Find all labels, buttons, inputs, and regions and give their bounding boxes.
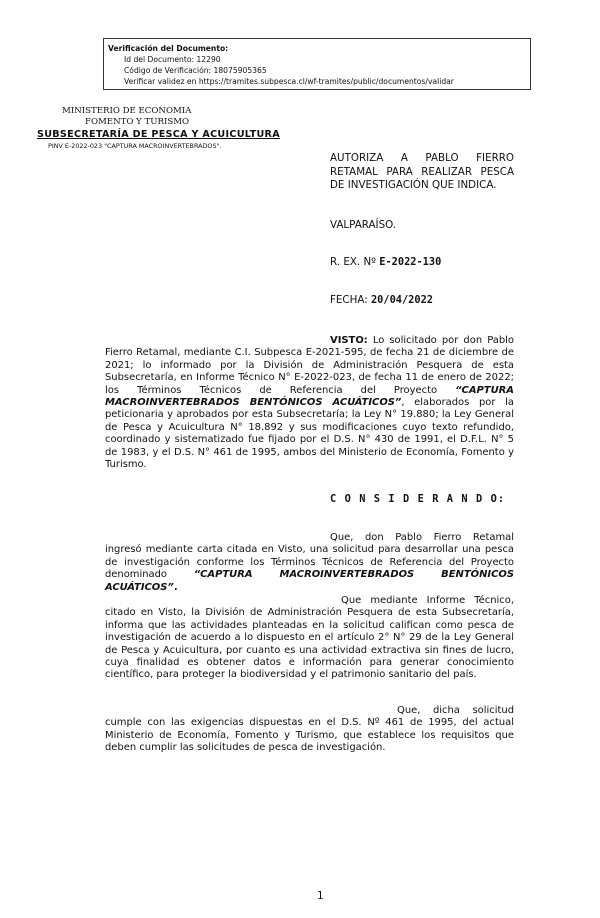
visto-text-continued: , elaborados por la peticionaria y aprobados por esta Subsecretaría; la Ley N° 19.880; la Ley General de Pesca y Acuicultura N° 18.892 y sus modificaciones cuyo texto refundido, coordinado y sistematizado fue fijado por el D.S. N° 430 de 1991, el D.F.L. N° 5 de 1983, y el D.S. N° 461 de 1995, ambos del Ministerio de Economía, Fomento y Turismo. xyxy=(105,397,514,471)
verification-code: • Código de Verificación: 18075905365 xyxy=(124,65,524,76)
fecha-label: FECHA: xyxy=(330,294,368,306)
verification-title: Verificación del Documento: xyxy=(108,44,229,53)
considerando-1-end: . xyxy=(173,581,178,593)
considerando-1-text: Que, don Pablo Fierro Retamal ingresó mediante carta citada en Visto, una solicitud para desarrollar una pesca de investigación conforme los Términos Técnicos de Referencia del Proyecto denominado xyxy=(105,532,514,581)
verification-list xyxy=(108,54,524,87)
rex-number: E-2022-130 xyxy=(379,256,442,268)
verification-url[interactable]: • Verificar validez en https://tramites.subpesca.cl/wf-tramites/public/documentos/validar xyxy=(124,76,524,87)
visto-paragraph xyxy=(105,335,514,471)
fecha-value: 20/04/2022 xyxy=(370,294,433,306)
ministry-name: MINISTERIO DE ECONOMIA xyxy=(62,106,192,116)
resolution-number xyxy=(330,256,441,268)
resolution-date xyxy=(330,294,433,306)
considerando-1-project: “CAPTURA MACROINVERTEBRADOS BENTÓNICOS ACUÁTICOS” xyxy=(105,569,514,593)
subsecretaria-title: SUBSECRETARÍA DE PESCA Y ACUICULTURA xyxy=(37,129,280,140)
visto-project-name: “CAPTURA MACROINVERTEBRADOS BENTÓNICOS ACUÁTICOS” xyxy=(105,384,514,409)
verification-box xyxy=(103,38,531,90)
visto-text: Lo solicitado por don Pablo Fierro Retamal, mediante C.I. Subpesca E-2021-595, de fecha 21 de diciembre de 2021; lo informado por la División de Administración Pesquera de esta Subsecretaría, en Informe Técnico N° E-2022-023, de fecha 11 de enero de 2022; los Términos Técnicos de Referencia del Proyecto xyxy=(105,335,514,396)
resolution-summary: AUTORIZA A PABLO FIERRO RETAMAL PARA REALIZAR PESCA DE INVESTIGACIÓN QUE INDICA. xyxy=(330,152,514,191)
pinv-reference: PINV E-2022-023 "CAPTURA MACROINVERTEBRADOS". xyxy=(48,142,222,150)
document-id: • Id del Documento: 12290 xyxy=(124,54,524,65)
considerando-paragraph-3 xyxy=(105,705,514,755)
considerando-2-text: Que mediante Informe Técnico, citado en Visto, la División de Administración Pesquera de esta Subsecretaría, informa que las actividades planteadas en la solicitud califican como pesca de investigación de acuerdo a lo dispuesto en el artículo 2° N° 29 de la Ley General de Pesca y Acuicultura, por cuanto es una actividad extractiva sin fines de lucro, cuya finalidad es obtener datos e información para generar conocimiento científico, para proteger la biodiversidad y el patrimonio sanitario del país. xyxy=(105,595,514,681)
considerando-paragraph-2 xyxy=(105,595,514,682)
ministry-subtitle: FOMENTO Y TURISMO xyxy=(85,117,190,127)
considerando-heading: C O N S I D E R A N D O: xyxy=(330,493,506,505)
considerando-3-text: Que, dicha solicitud cumple con las exigencias dispuestas en el D.S. Nº 461 de 1995, del actual Ministerio de Economía, Fomento y Turismo, que establece los requisitos que deben cumplir las solicitudes de pesca de investigación. xyxy=(105,705,514,754)
visto-label: VISTO: xyxy=(330,335,368,346)
considerando-paragraph-1 xyxy=(105,532,514,594)
rex-label: R. EX. Nº xyxy=(330,256,376,268)
city: VALPARAÍSO. xyxy=(330,219,397,231)
page-number: 1 xyxy=(317,890,324,902)
